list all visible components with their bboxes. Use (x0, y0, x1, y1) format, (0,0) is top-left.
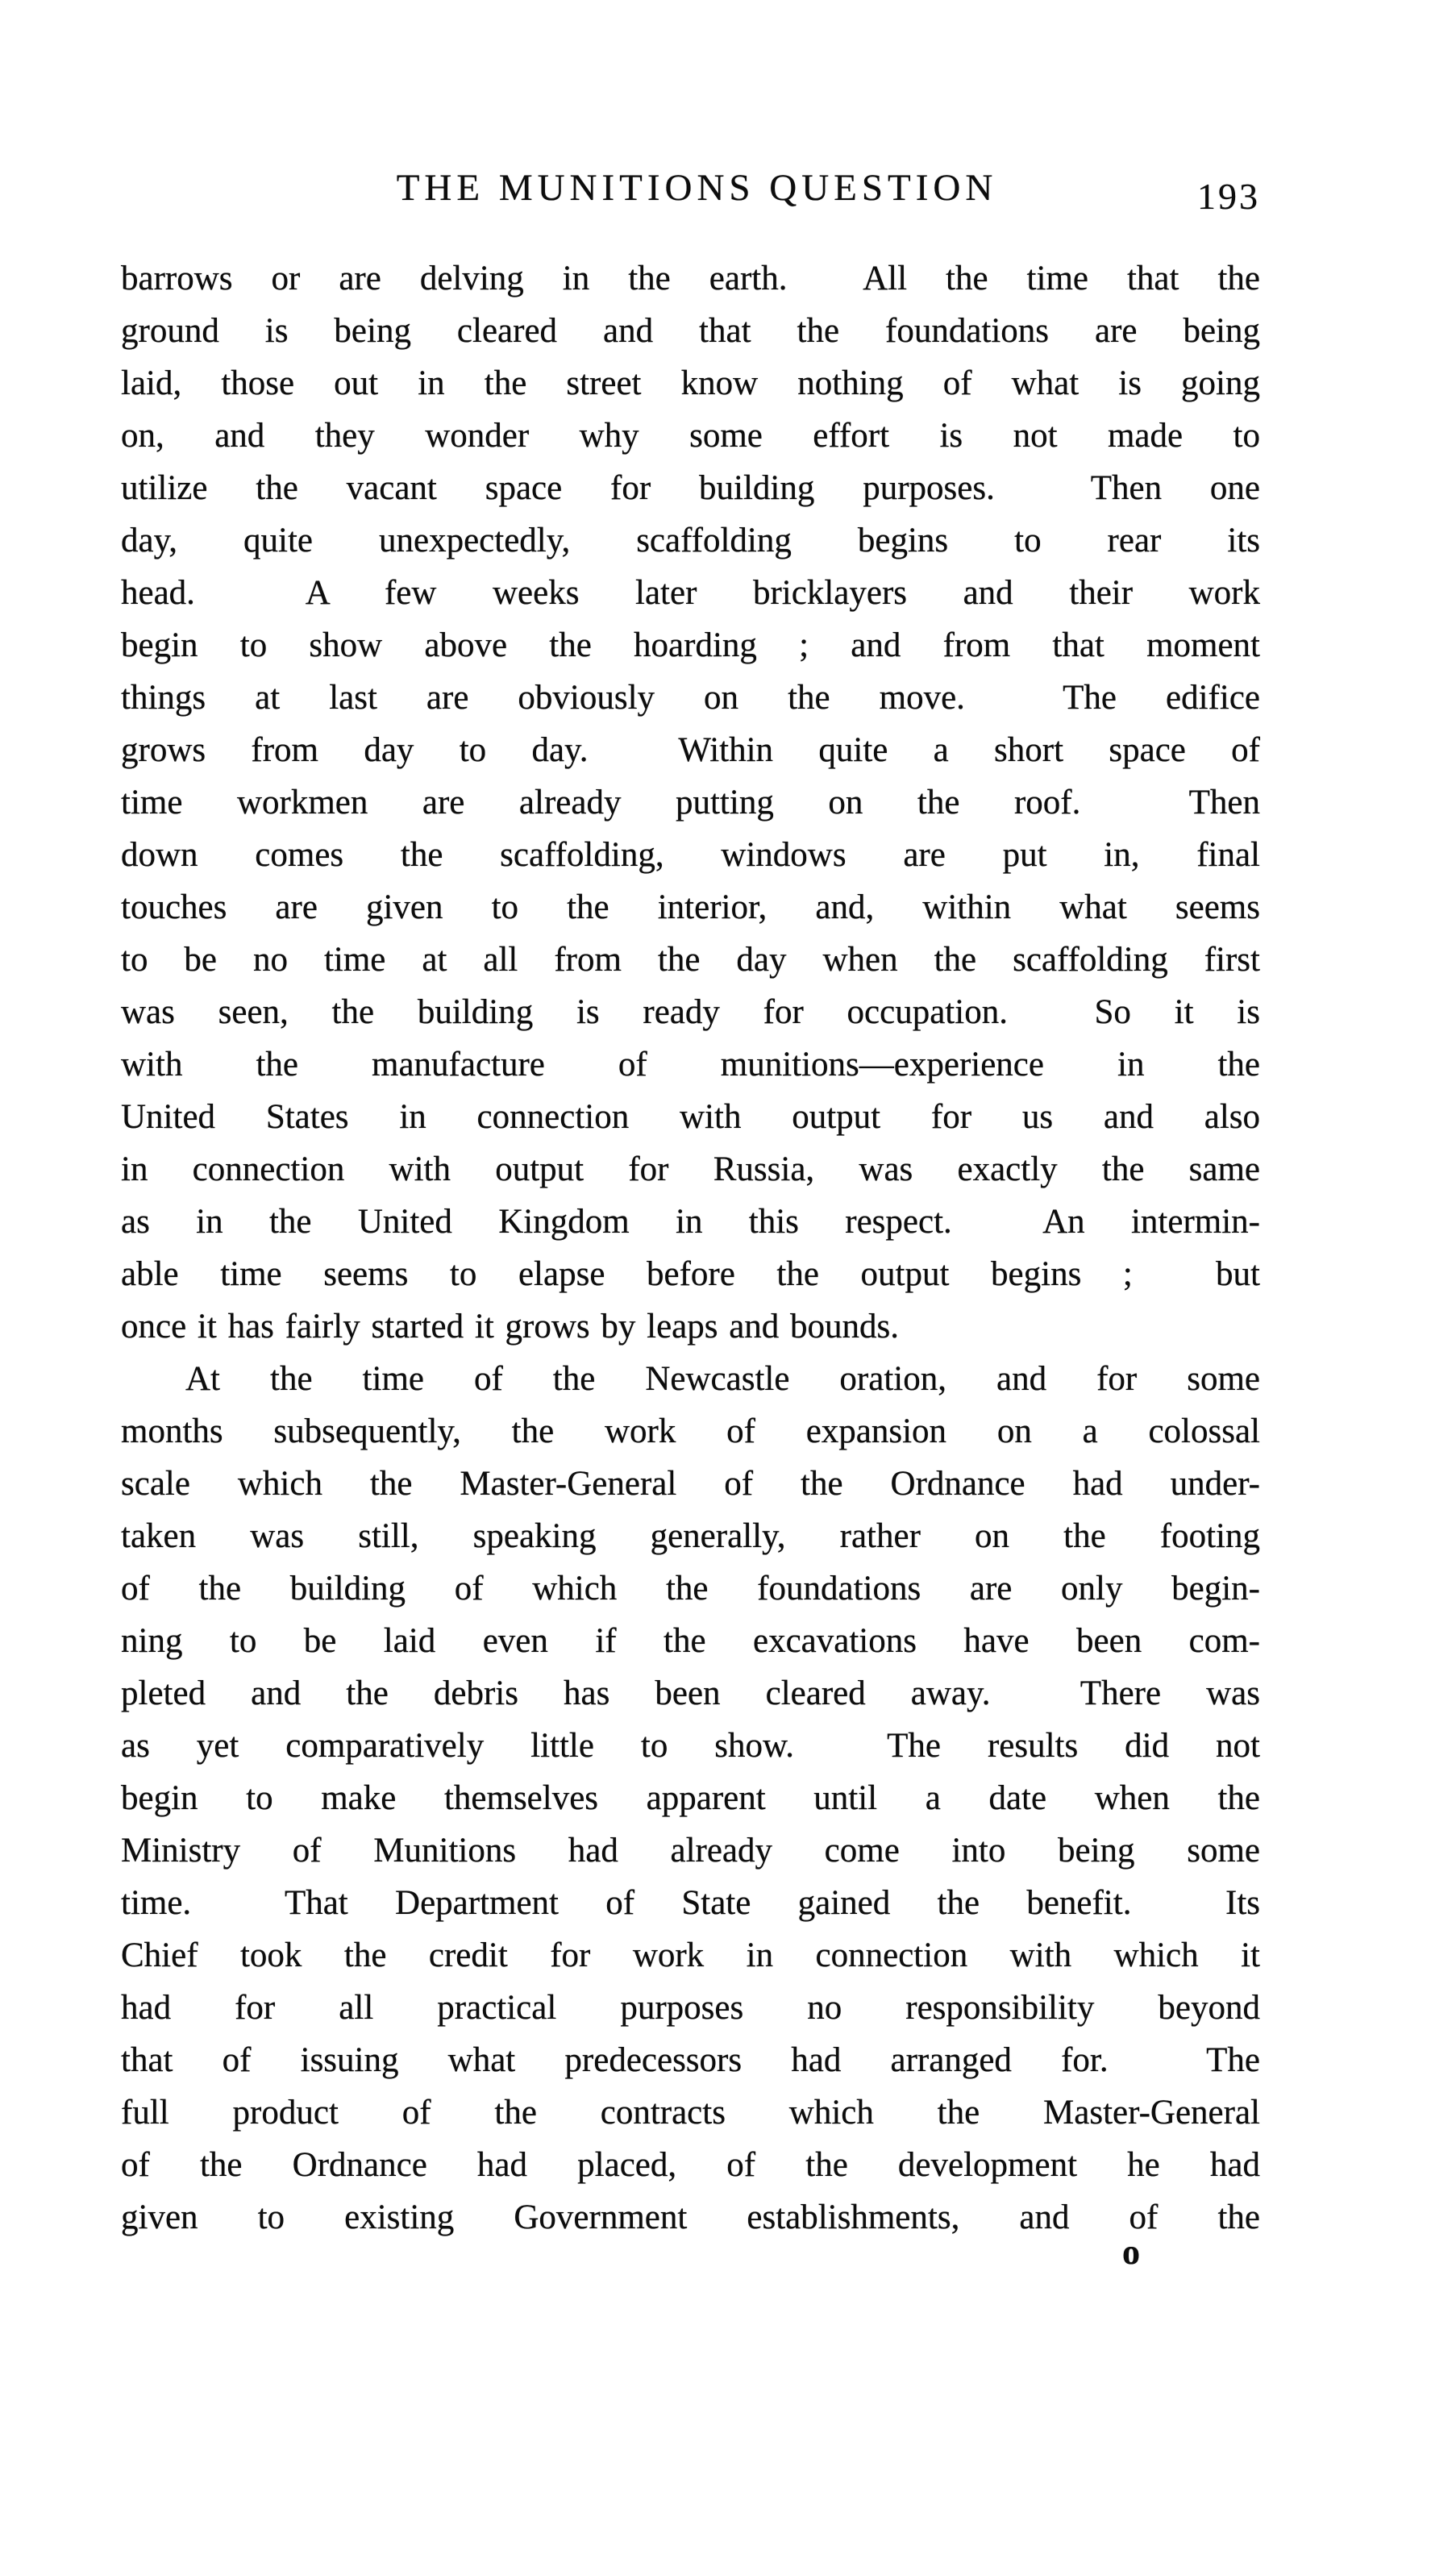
text-line: down comes the scaffolding, windows are put in, final (121, 836, 1260, 874)
body-text (121, 252, 1260, 2244)
text-line: of the Ordnance had placed, of the development he had (121, 2146, 1260, 2184)
text-line: full product of the contracts which the Master-General (121, 2094, 1260, 2132)
text-line: was seen, the building is ready for occupation. So it is (121, 993, 1260, 1031)
page-header (121, 164, 1260, 222)
text-line: time workmen are already putting on the roof. Then (121, 784, 1260, 822)
text-line: of the building of which the foundations are only begin- (121, 1570, 1260, 1608)
text-line: months subsequently, the work of expansion on a colossal (121, 1412, 1260, 1450)
text-line: Chief took the credit for work in connection with which it (121, 1936, 1260, 1974)
text-line: in connection with output for Russia, was exactly the same (121, 1150, 1260, 1188)
text-line: scale which the Master-General of the Ordnance had under- (121, 1465, 1260, 1503)
text-line: things at last are obviously on the move. The edifice (121, 679, 1260, 717)
running-head-title: THE MUNITIONS QUESTION (396, 167, 998, 209)
text-line: once it has fairly started it grows by leaps and bounds. (121, 1308, 900, 1346)
text-line: grows from day to day. Within quite a short space of (121, 731, 1260, 769)
text-line: taken was still, speaking generally, rather on the footing (121, 1517, 1260, 1555)
text-line: ground is being cleared and that the foundations are being (121, 312, 1260, 350)
text-line: barrows or are delving in the earth. All the time that the (121, 260, 1260, 297)
text-line: day, quite unexpectedly, scaffolding begins to rear its (121, 522, 1260, 559)
text-line: on, and they wonder why some effort is not made to (121, 417, 1260, 455)
text-line: as yet comparatively little to show. The results did not (121, 1727, 1260, 1765)
text-line: begin to show above the hoarding ; and from that moment (121, 626, 1260, 664)
text-line: Ministry of Munitions had already come into being some (121, 1832, 1260, 1870)
text-line: pleted and the debris has been cleared away. There was (121, 1674, 1260, 1712)
text-line: utilize the vacant space for building purposes. Then one (121, 469, 1260, 507)
signature-mark: o (1122, 2232, 1140, 2272)
text-line: begin to make themselves apparent until a date when the (121, 1779, 1260, 1817)
text-line: with the manufacture of munitions—experience in the (121, 1046, 1260, 1084)
text-line: laid, those out in the street know nothing of what is going (121, 364, 1260, 402)
text-line: as in the United Kingdom in this respect. An intermin- (121, 1203, 1260, 1241)
text-line: head. A few weeks later bricklayers and their work (121, 574, 1260, 612)
text-line: time. That Department of State gained the benefit. Its (121, 1884, 1260, 1922)
text-line: had for all practical purposes no responsibility beyond (121, 1989, 1260, 2027)
page-number: 193 (1197, 176, 1260, 217)
text-line: At the time of the Newcastle oration, and for some (185, 1360, 1260, 1398)
text-line: given to existing Government establishments, and of the (121, 2198, 1260, 2236)
text-line: to be no time at all from the day when the scaffolding first (121, 941, 1260, 979)
text-line: touches are given to the interior, and, within what seems (121, 888, 1260, 926)
text-line: able time seems to elapse before the output begins ; but (121, 1255, 1260, 1293)
text-line: United States in connection with output for us and also (121, 1098, 1260, 1136)
text-line: that of issuing what predecessors had arranged for. The (121, 2041, 1260, 2079)
text-line: ning to be laid even if the excavations have been com- (121, 1622, 1260, 1660)
